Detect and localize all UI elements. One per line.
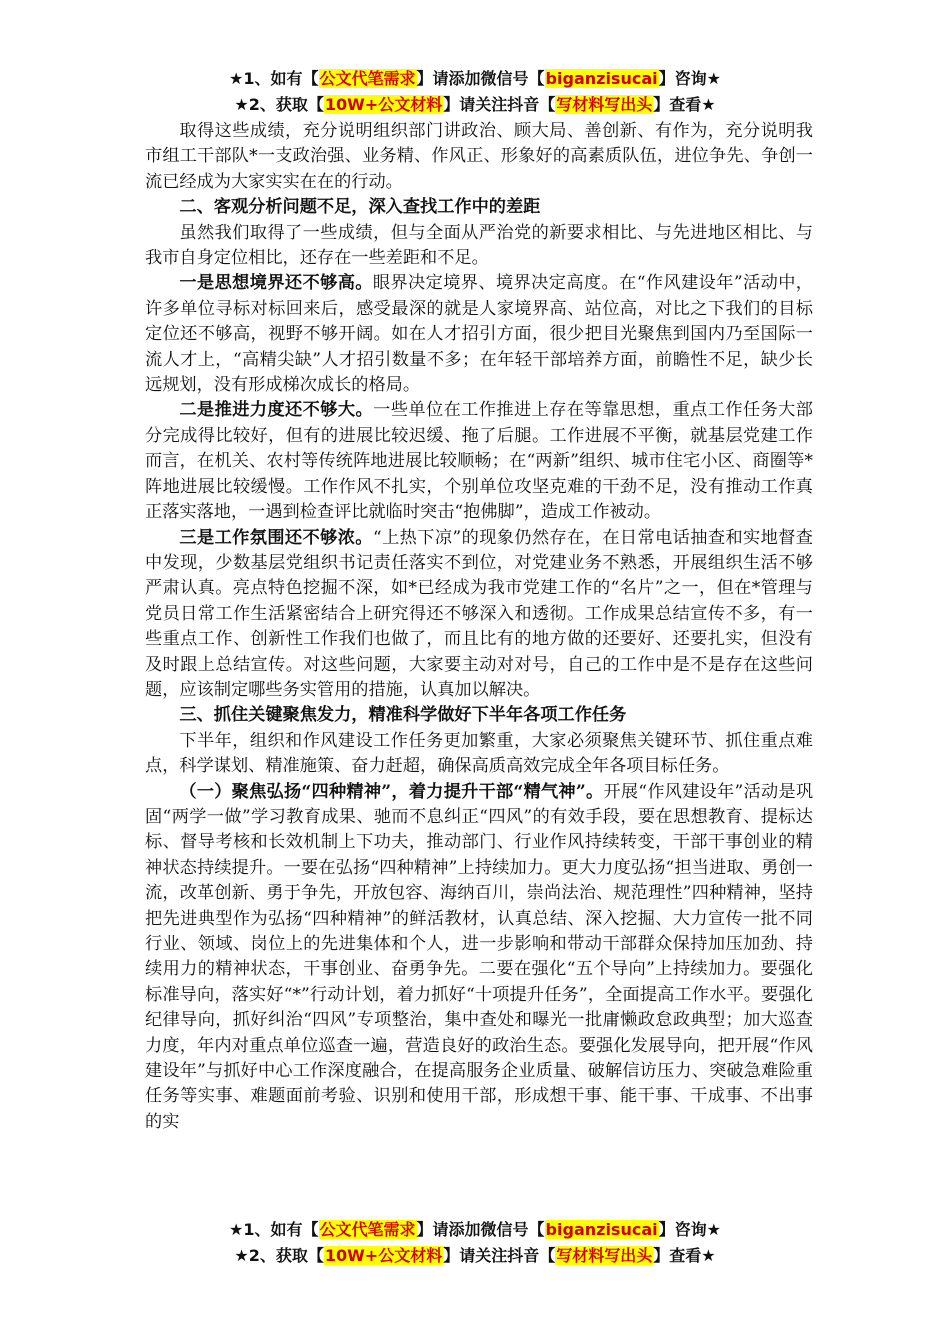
banner-highlight: biganzisucai	[545, 1220, 658, 1239]
paragraph	[145, 526, 813, 704]
banner-text: ★2、获取【	[234, 95, 324, 114]
header-banner-line-2	[0, 93, 950, 117]
banner-text: 】请关注抖音【	[443, 95, 556, 114]
banner-highlight: 写材料写出头	[556, 1246, 653, 1265]
paragraph	[145, 398, 813, 525]
section-heading: 三、抓住关键聚焦发力，精准科学做好下半年各项工作任务	[179, 705, 627, 726]
banner-highlight: 10W+公文材料	[324, 1246, 443, 1265]
paragraph-text: 眼界决定境界、境界决定高度。在“作风建设年”活动中，许多单位寻标对标回来后，感受最深的就是人家境界高、站位高，对比之下我们的目标定位还不够高，视野不够开阔。如在人才招引方面，很少把目光聚焦到国内乃至国际一流人才上，“高精尖缺”人才招引数量不多；在年轻干部培养方面，前瞻性不足，缺少长远规划，没有形成梯次成长的格局。	[145, 273, 813, 396]
paragraph-lead: （一）聚焦弘扬“四种精神”，着力提升干部“精气神”。	[179, 781, 604, 802]
banner-text: 】咨询★	[658, 1220, 721, 1239]
banner-highlight: 写材料写出头	[556, 95, 653, 114]
banner-text: 】请添加微信号【	[416, 1220, 545, 1239]
banner-highlight: biganzisucai	[545, 69, 658, 88]
banner-text: 】查看★	[653, 1246, 716, 1265]
document-body	[145, 119, 813, 1135]
banner-highlight: 公文代笔需求	[319, 69, 416, 88]
banner-highlight: 10W+公文材料	[324, 95, 443, 114]
banner-text: ★2、获取【	[234, 1246, 324, 1265]
paragraph: 虽然我们取得了一些成绩，但与全面从严治党的新要求相比、与先进地区相比、与我市自身定位相比，还存在一些差距和不足。	[145, 222, 813, 269]
banner-text: 】咨询★	[658, 69, 721, 88]
footer-banner-line-1	[0, 1218, 950, 1242]
paragraph-text: 一些单位在工作推进上存在等靠思想，重点工作任务大部分完成得比较好，但有的进展比较迟缓、拖了后腿。工作进展不平衡，就基层党建工作而言，在机关、农村等传统阵地进展比较顺畅；在“两新”组织、城市住宅小区、商圈等*阵地进展比较缓慢。工作作风不扎实，个别单位攻坚克难的干劲不足，没有推动工作真正落实落地，一遇到检查评比就临时突击“抱佛脚”，造成工作被动。	[145, 400, 813, 523]
banner-text: 】查看★	[653, 95, 716, 114]
paragraph: 取得这些成绩，充分说明组织部门讲政治、顾大局、善创新、有作为，充分说明我市组工干部队*一支政治强、业务精、作风正、形象好的高素质队伍，进位争先、争创一流已经成为大家实实在在的行动。	[145, 121, 813, 192]
banner-text: ★1、如有【	[229, 1220, 319, 1239]
banner-text: 】请添加微信号【	[416, 69, 545, 88]
section-heading: 二、客观分析问题不足，深入查找工作中的差距	[179, 197, 541, 218]
paragraph	[145, 271, 813, 398]
footer-banner-line-2	[0, 1244, 950, 1268]
paragraph	[145, 780, 813, 1136]
paragraph-lead: 一是思想境界还不够高。	[179, 273, 373, 294]
banner-text: ★1、如有【	[229, 69, 319, 88]
paragraph-text: “上热下凉”的现象仍然存在，在日常电话抽查和实地督查中发现，少数基层党组织书记责任落实不到位，对党建业务不熟悉，开展组织生活不够严肃认真。亮点特色挖掘不深，如*已经成为我市党建工作的“名片”之一，但在*管理与党员日常工作生活紧密结合上研究得还不够深入和透彻。工作成果总结宣传不多，有一些重点工作、创新性工作我们也做了，而且比有的地方做的还要好、还要扎实，但没有及时跟上总结宣传。对这些问题，大家要主动对对号，自己的工作中是不是存在这些问题，应该制定哪些务实管用的措施，认真加以解决。	[145, 527, 813, 700]
paragraph: 下半年，组织和作风建设工作任务更加繁重，大家必须聚焦关键环节、抓住重点难点，科学谋划、精准施策、奋力赶超，确保高质高效完成全年各项目标任务。	[145, 730, 813, 777]
paragraph-lead: 三是工作氛围还不够浓。	[179, 527, 373, 548]
banner-text: 】请关注抖音【	[443, 1246, 556, 1265]
paragraph-lead: 二是推进力度还不够大。	[179, 400, 374, 421]
banner-highlight: 公文代笔需求	[319, 1220, 416, 1239]
header-banner-line-1	[0, 67, 950, 91]
paragraph-text: 开展“作风建设年”活动是巩固“两学一做”学习教育成果、驰而不息纠正“四风”的有效手段，要在思想教育、提标达标、督导考核和长效机制上下功夫，推动部门、行业作风持续转变，干部干事创业的精神状态持续提升。一要在弘扬“四种精神”上持续加力。更大力度弘扬“担当进取、勇创一流，改革创新、勇于争先，开放包容、海纳百川，崇尚法治、规范理性”四种精神，坚持把先进典型作为弘扬“四种精神”的鲜活教材，认真总结、深入挖掘、大力宣传一批不同行业、领域、岗位上的先进集体和个人，进一步影响和带动干部群众保持加压加劲、持续用力的精神状态，干事创业、奋勇争先。二要在强化“五个导向”上持续加力。要强化标准导向，落实好“*”行动计划，着力抓好“十项提升任务”，全面提高工作水平。要强化纪律导向，抓好纠治“四风”专项整治，集中查处和曝光一批庸懒政怠政典型；加大巡查力度，年内对重点单位巡查一遍，营造良好的政治生态。要强化发展导向，把开展“作风建设年”与抓好中心工作深度融合，在提高服务企业质量、破解信访压力、突破急难险重任务等实事、难题面前考验、识别和使用干部，形成想干事、能干事、干成事、不出事的实	[145, 781, 814, 1132]
